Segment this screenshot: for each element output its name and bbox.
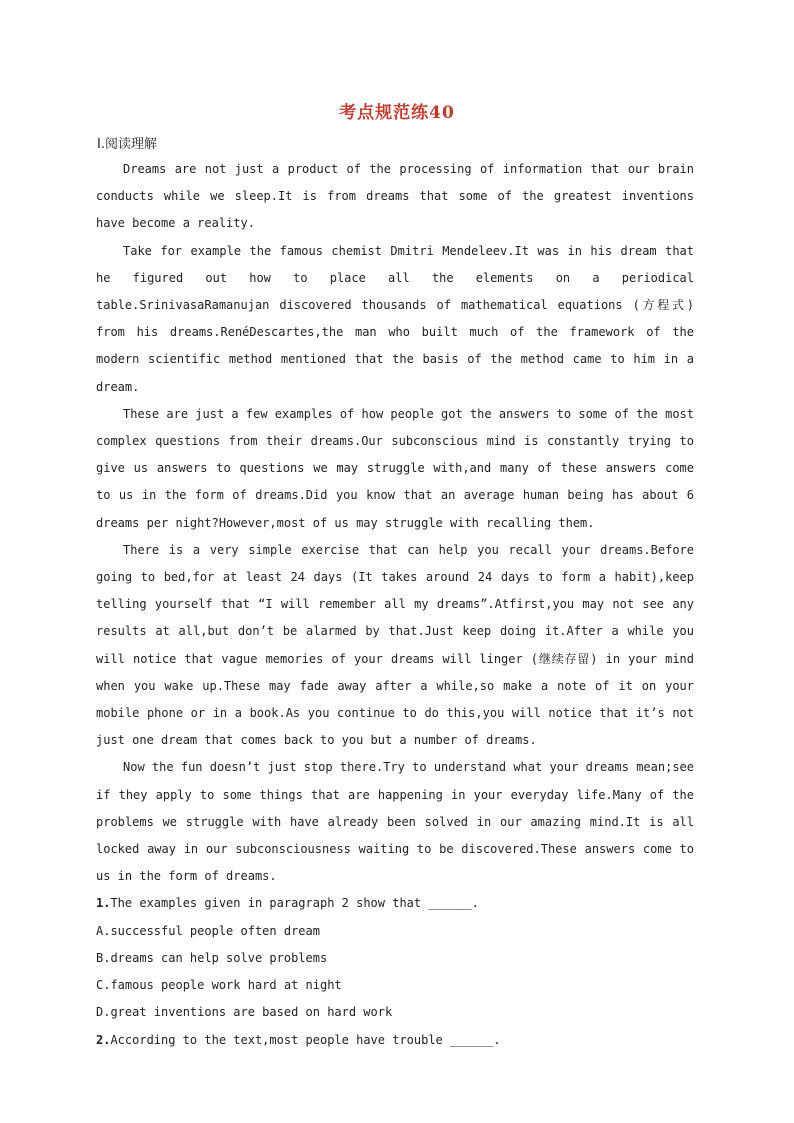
option-b: B.dreams can help solve problems: [96, 950, 328, 965]
paragraph: Dreams are not just a product of the processing of information that our brain conducts while we sleep.It is from dreams that some of the greatest inventions have become a reality.: [96, 162, 694, 231]
paragraph: There is a very simple exercise that can help you recall your dreams.Before going to bed,for at least 24 days (It takes around 24 days to form a habit),keep telling yourself that “I will remember all my dreams”.Atfirst,you may not see any results at all,but don’t be alarmed by that.Just keep doing it.After a while you will notice that vague memories of your dreams will linger (继续存留) in your mind when you wake up.These may fade away after a while,so make a note of it on your mobile phone or in a book.As you continue to do this,you will notice that it’s not just one dream that comes back to you but a number of dreams.: [96, 542, 694, 748]
question-2: [96, 1027, 694, 1054]
option-c: C.famous people work hard at night: [96, 978, 342, 993]
page-title: 考点规范练40: [339, 103, 455, 123]
question-stem: According to the text,most people have trouble ______.: [110, 1032, 501, 1047]
question-1: [96, 890, 694, 917]
question-stem: The examples given in paragraph 2 show that ______.: [110, 896, 479, 911]
option-a: A.successful people often dream: [96, 923, 320, 938]
paragraph: Take for example the famous chemist Dmitri Mendeleev.It was in his dream that he figured out how to place all the elements on a periodical table.SrinivasaRamanujan discovered thousands of mathematical equations (方程式) from his dreams.RenéDescartes,the man who built much of the framework of the modern scientific method mentioned that the basis of the method came to him in a dream.: [96, 243, 694, 394]
question-number: 2.: [96, 1032, 111, 1047]
section-heading: Ⅰ.阅读理解: [97, 137, 157, 152]
option-d: D.great inventions are based on hard work: [96, 1005, 393, 1020]
question-number: 1.: [96, 896, 111, 911]
paragraph: These are just a few examples of how people got the answers to some of the most complex questions from their dreams.Our subconscious mind is constantly trying to give us answers to questions we may struggle with,and many of these answers come to us in the form of dreams.Did you know that an average human being has about 6 dreams per night?However,most of us may struggle with recalling them.: [96, 406, 694, 530]
paragraph: Now the fun doesn’t just stop there.Try to understand what your dreams mean;see if they apply to some things that are happening in your everyday life.Many of the problems we struggle with have already been solved in our amazing mind.It is all locked away in our subconsciousness waiting to be discovered.These answers come to us in the form of dreams.: [96, 760, 694, 884]
passage-body: [96, 156, 694, 1054]
